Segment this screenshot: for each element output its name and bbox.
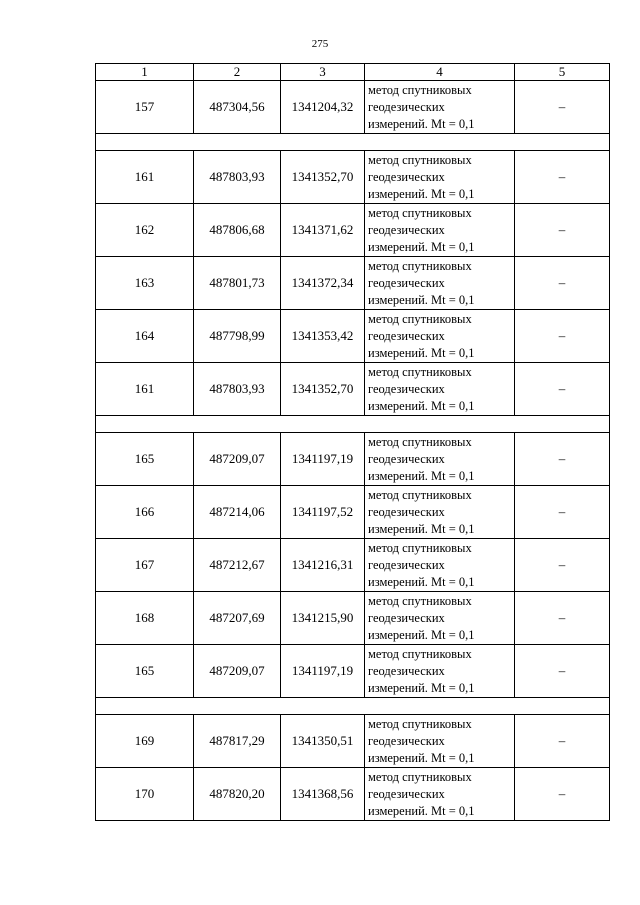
method-line: метод спутниковых [368,487,472,502]
section-separator-cell [96,698,610,715]
method-line: геодезических [368,610,445,625]
point-number-cell: 162 [96,204,194,257]
note-cell: – [515,715,610,768]
note-cell: – [515,486,610,539]
header-cell-2: 2 [194,64,281,81]
method-line: геодезических [368,663,445,678]
method-line: измерений. Mt = 0,1 [368,521,475,536]
method-line: измерений. Mt = 0,1 [368,627,475,642]
note-cell: – [515,539,610,592]
method-line: геодезических [368,99,445,114]
table-row [96,539,610,592]
x-coordinate-cell: 487806,68 [194,204,281,257]
note-cell: – [515,257,610,310]
table-header-row [96,64,610,81]
x-coordinate-cell: 487820,20 [194,768,281,821]
point-number-cell: 168 [96,592,194,645]
header-cell-3: 3 [281,64,365,81]
method-cell [365,715,515,768]
table-row [96,592,610,645]
y-coordinate-cell: 1341215,90 [281,592,365,645]
method-cell [365,645,515,698]
table-row [96,257,610,310]
table-row [96,715,610,768]
method-line: измерений. Mt = 0,1 [368,398,475,413]
method-cell [365,539,515,592]
y-coordinate-cell: 1341216,31 [281,539,365,592]
y-coordinate-cell: 1341352,70 [281,363,365,416]
method-line: метод спутниковых [368,593,472,608]
method-line: метод спутниковых [368,311,472,326]
x-coordinate-cell: 487798,99 [194,310,281,363]
method-line: измерений. Mt = 0,1 [368,574,475,589]
point-number-cell: 164 [96,310,194,363]
table-row [96,645,610,698]
method-line: измерений. Mt = 0,1 [368,116,475,131]
method-line: геодезических [368,328,445,343]
method-cell [365,486,515,539]
y-coordinate-cell: 1341350,51 [281,715,365,768]
page-number: 275 [311,38,329,50]
note-cell: – [515,592,610,645]
x-coordinate-cell: 487803,93 [194,151,281,204]
table-row [96,81,610,134]
point-number-cell: 170 [96,768,194,821]
x-coordinate-cell: 487214,06 [194,486,281,539]
table-row [96,151,610,204]
x-coordinate-cell: 487801,73 [194,257,281,310]
note-cell: – [515,433,610,486]
method-line: измерений. Mt = 0,1 [368,186,475,201]
method-cell [365,257,515,310]
y-coordinate-cell: 1341204,32 [281,81,365,134]
method-line: измерений. Mt = 0,1 [368,468,475,483]
method-line: геодезических [368,451,445,466]
method-line: измерений. Mt = 0,1 [368,680,475,695]
method-line: измерений. Mt = 0,1 [368,292,475,307]
method-line: метод спутниковых [368,716,472,731]
x-coordinate-cell: 487209,07 [194,645,281,698]
method-line: метод спутниковых [368,258,472,273]
note-cell: – [515,645,610,698]
method-line: геодезических [368,786,445,801]
section-separator-row [96,698,610,715]
method-line: метод спутниковых [368,205,472,220]
y-coordinate-cell: 1341371,62 [281,204,365,257]
method-line: метод спутниковых [368,82,472,97]
y-coordinate-cell: 1341368,56 [281,768,365,821]
method-line: метод спутниковых [368,364,472,379]
note-cell: – [515,151,610,204]
method-cell [365,363,515,416]
coordinates-table [95,63,610,821]
table-row [96,768,610,821]
method-line: геодезических [368,381,445,396]
point-number-cell: 165 [96,433,194,486]
point-number-cell: 157 [96,81,194,134]
x-coordinate-cell: 487207,69 [194,592,281,645]
point-number-cell: 167 [96,539,194,592]
section-separator-cell [96,416,610,433]
y-coordinate-cell: 1341352,70 [281,151,365,204]
method-line: измерений. Mt = 0,1 [368,239,475,254]
note-cell: – [515,363,610,416]
method-line: метод спутниковых [368,646,472,661]
note-cell: – [515,204,610,257]
section-separator-cell [96,134,610,151]
header-cell-5: 5 [515,64,610,81]
note-cell: – [515,310,610,363]
method-line: геодезических [368,169,445,184]
method-cell [365,433,515,486]
method-line: геодезических [368,557,445,572]
table-body [96,64,610,821]
method-line: измерений. Mt = 0,1 [368,803,475,818]
method-line: метод спутниковых [368,769,472,784]
method-line: метод спутниковых [368,434,472,449]
method-cell [365,768,515,821]
table-row [96,204,610,257]
method-line: измерений. Mt = 0,1 [368,750,475,765]
method-line: геодезических [368,222,445,237]
x-coordinate-cell: 487803,93 [194,363,281,416]
method-cell [365,592,515,645]
x-coordinate-cell: 487304,56 [194,81,281,134]
point-number-cell: 166 [96,486,194,539]
header-cell-4: 4 [365,64,515,81]
point-number-cell: 161 [96,151,194,204]
point-number-cell: 165 [96,645,194,698]
note-cell: – [515,81,610,134]
table-row [96,433,610,486]
method-line: геодезических [368,504,445,519]
note-cell: – [515,768,610,821]
method-line: метод спутниковых [368,152,472,167]
y-coordinate-cell: 1341372,34 [281,257,365,310]
method-line: геодезических [368,275,445,290]
method-line: измерений. Mt = 0,1 [368,345,475,360]
table-row [96,363,610,416]
method-cell [365,151,515,204]
method-line: геодезических [368,733,445,748]
section-separator-row [96,416,610,433]
method-cell [365,81,515,134]
x-coordinate-cell: 487209,07 [194,433,281,486]
y-coordinate-cell: 1341197,52 [281,486,365,539]
y-coordinate-cell: 1341197,19 [281,645,365,698]
table-row [96,486,610,539]
point-number-cell: 163 [96,257,194,310]
header-cell-1: 1 [96,64,194,81]
y-coordinate-cell: 1341197,19 [281,433,365,486]
x-coordinate-cell: 487212,67 [194,539,281,592]
point-number-cell: 169 [96,715,194,768]
method-cell [365,310,515,363]
y-coordinate-cell: 1341353,42 [281,310,365,363]
method-line: метод спутниковых [368,540,472,555]
x-coordinate-cell: 487817,29 [194,715,281,768]
method-cell [365,204,515,257]
section-separator-row [96,134,610,151]
table-row [96,310,610,363]
point-number-cell: 161 [96,363,194,416]
